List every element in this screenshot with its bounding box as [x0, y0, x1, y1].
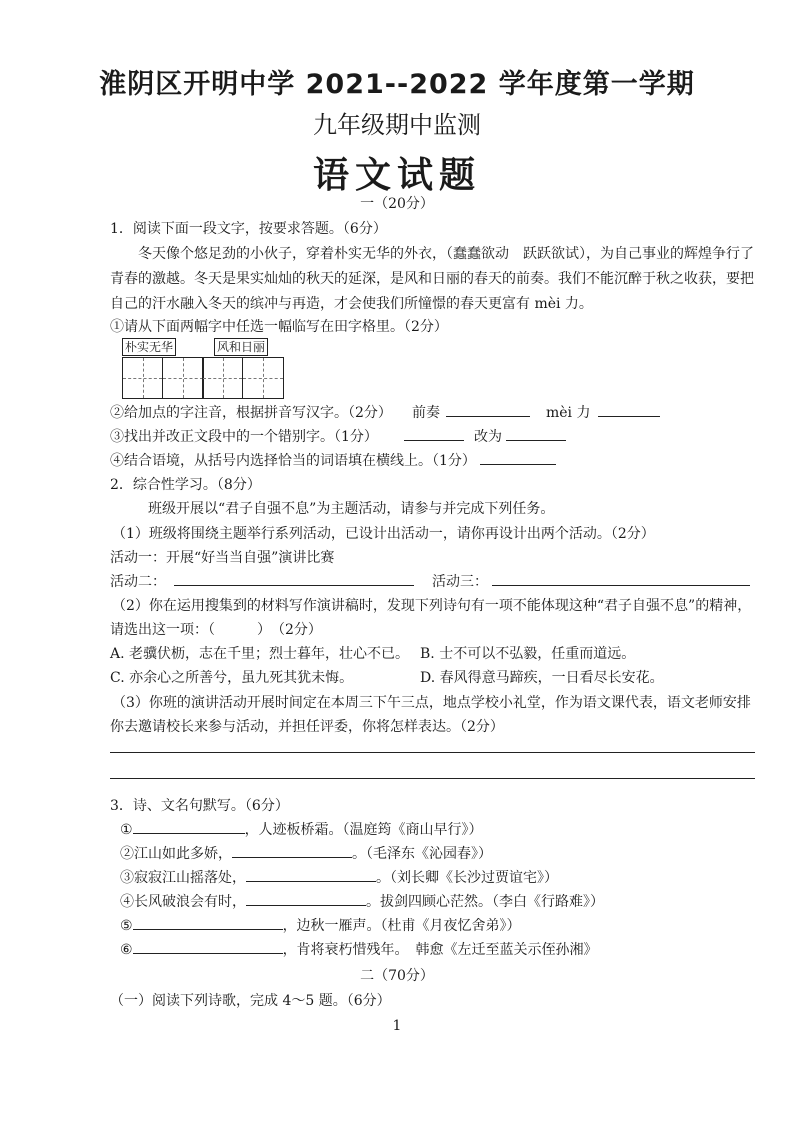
q2-activity3-blank[interactable] — [492, 571, 750, 586]
q1-sub2-word1: 前奏 — [412, 405, 440, 421]
page-number: 1 — [392, 1018, 402, 1034]
exam-title-subject: 语文试题 — [312, 155, 481, 196]
q3-line-1 — [120, 819, 483, 839]
q3-line-3-after: 。（刘长卿《长沙过贾谊宅》） — [376, 870, 558, 886]
q3-line-3-blank[interactable] — [246, 867, 376, 882]
q3-line-6-blank[interactable] — [133, 939, 283, 954]
q2-answer-line-1[interactable] — [110, 752, 755, 753]
q3-line-6-num: ⑥ — [120, 942, 133, 958]
q3-line-5-num: ⑤ — [120, 918, 133, 934]
q1-sub1: ①请从下面两幅字中任选一幅临写在田字格里。（2分） — [110, 319, 448, 335]
q1-sub2-pinyin: mèi 力 — [546, 405, 591, 421]
q3-line-5 — [120, 915, 521, 935]
section-one-heading: 一（20分） — [360, 196, 434, 212]
q1-sub3-blank2[interactable] — [506, 426, 566, 441]
q3-line-5-after: ，边秋一雁声。（杜甫《月夜忆舍弟》） — [282, 918, 521, 934]
q2-s2-line2: 请选出这一项：（ ） （2分） — [110, 622, 322, 638]
q3-line-5-blank[interactable] — [133, 915, 283, 930]
q2-s1: （1）班级将围绕主题举行系列活动，已设计出活动一，请你再设计出两个活动。（2分） — [112, 526, 655, 542]
q2-activity2-blank[interactable] — [174, 571, 414, 586]
q3-line-6-after: ，肯将衰朽惜残年。 韩愈《左迁至蓝关示侄孙湘》 — [282, 942, 598, 958]
q3-title: 3．诗、文名句默写。（6分） — [110, 798, 289, 814]
tian-grid-a[interactable] — [122, 357, 204, 399]
q3-line-4-after: 。拔剑四顾心茫然。（李白《行路难》） — [366, 894, 604, 910]
q2-answer-line-2[interactable] — [110, 778, 755, 779]
exam-title-grade: 九年级期中监测 — [313, 111, 481, 139]
q3-line-1-after: ，人迹板桥霜。（温庭筠《商山早行》） — [244, 822, 483, 838]
q2-activity3-label: 活动三： — [432, 574, 488, 590]
q1-passage: 冬天像个悠足劲的小伙子，穿着朴实无华的外衣，（蠢蠢欲动 跃跃欲试），为自己事业的辉煌争行了青春的激越。冬天是果实灿灿的秋天的延深，是风和日丽的春天的前奏。我们不能沉醉于秋之收获，要把自己的汗水融入冬天的缤冲与再造，才会使我们所憧憬的春天更富有 mèi 力。 — [110, 246, 754, 312]
copy-sample-a: 朴实无华 — [122, 338, 176, 356]
q1-sub3-label: ③找出并改正文段中的一个错别字。（1分） — [110, 429, 378, 445]
q1-sub4-label: ④结合语境，从括号内选择恰当的词语填在横线上。（1分） — [110, 453, 476, 469]
q1-sub2-blank2[interactable] — [598, 402, 660, 417]
q3-line-3-num: ③ — [120, 870, 134, 886]
q2-title: 2．综合性学习。（8分） — [110, 477, 261, 493]
q1-sub3-change: 改为 — [474, 429, 502, 445]
part2-intro: （一）阅读下列诗歌，完成 4～5 题。（6分） — [110, 993, 391, 1009]
q3-line-1-blank[interactable] — [133, 819, 245, 834]
q3-line-1-num: ① — [120, 822, 133, 838]
q2-s3-line1: （3）你班的演讲活动开展时间定在本周三下午三点，地点学校小礼堂，作为语文课代表，语文老师安排 — [112, 695, 751, 711]
q3-line-3-before: 寂寂江山摇落处， — [134, 870, 246, 886]
copy-sample-b: 风和日丽 — [214, 338, 268, 356]
q2-intro: 班级开展以“君子自强不息”为主题活动，请参与并完成下列任务。 — [148, 501, 555, 517]
q2-option-b: B. 士不可以不弘毅，任重而道远。 — [420, 646, 636, 662]
q1-title: 1．阅读下面一段文字，按要求答题。（6分） — [110, 221, 387, 237]
q3-line-4-before: 长风破浪会有时， — [134, 894, 246, 910]
q2-option-c: C. 亦余心之所善兮，虽九死其犹未悔。 — [110, 670, 354, 686]
q2-s3-line2: 你去邀请校长来参与活动，并担任评委，你将怎样表达。（2分） — [110, 719, 504, 735]
q3-line-3 — [120, 867, 558, 887]
q1-sub2-blank1[interactable] — [446, 402, 530, 417]
section-two-heading: 二（70分） — [360, 968, 434, 984]
q3-line-4 — [120, 891, 604, 911]
q2-s2-line1: （2）你在运用搜集到的材料写作演讲稿时，发现下列诗句有一项不能体现这种“君子自强不息”的精神， — [112, 598, 752, 614]
q1-sub3-blank1[interactable] — [404, 426, 464, 441]
q3-line-4-num: ④ — [120, 894, 134, 910]
q3-line-2-before: 江山如此多娇， — [134, 846, 232, 862]
q2-option-a: A. 老骥伏枥，志在千里；烈士暮年，壮心不已。 — [110, 646, 410, 662]
q1-sub2-label: ②给加点的字注音，根据拼音写汉字。（2分） — [110, 405, 392, 421]
q2-activity1: 活动一：开展“好当当自强”演讲比赛 — [110, 550, 335, 566]
q2-option-d: D. 春风得意马蹄疾，一日看尽长安花。 — [420, 670, 664, 686]
q1-sub4-blank[interactable] — [480, 450, 556, 465]
tian-grid-b[interactable] — [202, 357, 284, 399]
exam-title-school: 淮阴区开明中学 2021--2022 学年度第一学期 — [99, 69, 695, 100]
q3-line-4-blank[interactable] — [246, 891, 366, 906]
q2-activity2-label: 活动二： — [110, 574, 166, 590]
q3-line-2-blank[interactable] — [232, 843, 352, 858]
q3-line-2 — [120, 843, 492, 863]
q3-line-2-after: 。（毛泽东《沁园春》） — [352, 846, 492, 862]
q3-line-6 — [120, 939, 598, 959]
q3-line-2-num: ② — [120, 846, 134, 862]
